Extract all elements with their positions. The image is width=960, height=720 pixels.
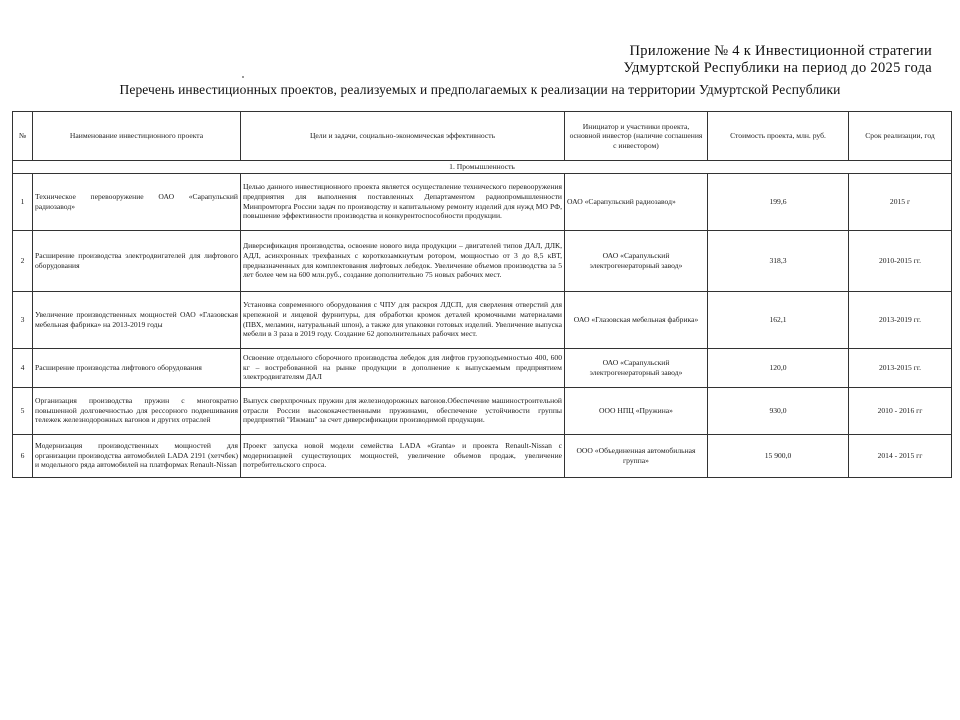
cell-term: 2013-2015 гг. [849,348,952,387]
cell-term: 2014 - 2015 гг [849,434,952,477]
table-row [13,230,952,291]
cell-cost: 15 900,0 [708,434,849,477]
table-header-row [13,112,952,161]
cell-cost: 930,0 [708,387,849,434]
table-row [13,291,952,348]
cell-goals: Установка современного оборудования с ЧПУ для раскроя ЛДСП, для сверления отверстий для крепежной и лицевой фурнитуры, для обработки кромок деталей кромочными материалами (ПВХ, меламин, натуральный шпон), а также для упаковки готовых изделий. Увеличение выпуска мебели в 3 раза в 2019 году. Создание 62 дополнительных рабочих мест. [241,291,565,348]
cell-cost: 318,3 [708,230,849,291]
cell-project-name: Организация производства пружин с многократно повышенной долговечностью для рессорного подвешивания тележек железнодорожных вагонов и других отраслей [33,387,241,434]
cell-term: 2010 - 2016 гг [849,387,952,434]
cell-cost: 120,0 [708,348,849,387]
cell-project-name: Расширение производства лифтового оборудования [33,348,241,387]
cell-cost: 162,1 [708,291,849,348]
cell-no: 6 [13,434,33,477]
cell-no: 3 [13,291,33,348]
cell-initiator: ОАО «Сарапульский электрогенераторный завод» [565,230,708,291]
cell-goals: Проект запуска новой модели семейства LADA «Granta» и проекта Renault-Nissan с модернизацией существующих мощностей, увеличение объемов продаж, увеличение потребительского спроса. [241,434,565,477]
appendix-line-1: Приложение № 4 к Инвестиционной стратегии [629,43,932,59]
cell-term: 2010-2015 гг. [849,230,952,291]
projects-table [12,111,952,478]
appendix-line-2: Удмуртской Республики на период до 2025 года [623,60,932,76]
cell-goals: Освоение отдельного сборочного производства лебедок для лифтов грузоподъемностью 400, 600 кг – востребованной на рынке продукции в дополнение к выпускаемым предприятием электродвигателям ДАЛ [241,348,565,387]
cell-initiator: ОАО «Сарапульский электрогенераторный завод» [565,348,708,387]
column-header-no: № [13,112,33,161]
table-row [13,434,952,477]
document-title: Перечень инвестиционных проектов, реализуемых и предполагаемых к реализации на территории Удмуртской Республики [119,82,841,97]
scan-artifact [242,76,244,78]
table-row [13,173,952,230]
cell-initiator: ООО «Объединенная автомобильная группа» [565,434,708,477]
cell-cost: 199,6 [708,173,849,230]
column-header-cost: Стоимость проекта, млн. руб. [708,112,849,161]
cell-project-name: Модернизация производственных мощностей для организации производства автомобилей LADA 2191 (хетчбек) и модельного ряда автомобилей на платформах Renault-Nissan [33,434,241,477]
appendix-caption [623,43,932,77]
section-row [13,161,952,174]
cell-project-name: Увеличение производственных мощностей ОАО «Глазовская мебельная фабрика» на 2013-2019 годы [33,291,241,348]
section-title: 1. Промышленность [13,161,952,174]
column-header-name: Наименование инвестиционного проекта [33,112,241,161]
column-header-term: Срок реализации, год [849,112,952,161]
cell-goals: Выпуск сверхпрочных пружин для железнодорожных вагонов.Обеспечение машиностроительной отрасли России высококачественными пружинами, обеспечение устойчивости группы предприятий "Ижмаш" за счет диверсификации производимой продукции. [241,387,565,434]
cell-no: 1 [13,173,33,230]
cell-term: 2015 г [849,173,952,230]
cell-term: 2013-2019 гг. [849,291,952,348]
table-row [13,387,952,434]
column-header-initiator: Инициатор и участники проекта, основной инвестор (наличие соглашения с инвестором) [565,112,708,161]
column-header-goals: Цели и задачи, социально-экономическая эффективность [241,112,565,161]
cell-initiator: ОАО «Глазовская мебельная фабрика» [565,291,708,348]
cell-goals: Целью данного инвестиционного проекта является осуществление технического перевооружения предприятия для выполнения поставленных Департаментом радиопромышленности Минпромторга России задач по производству и капитальному ремонту изделий для нужд МО РФ, повышение эффективности производства и конкурентоспособности продукции. [241,173,565,230]
cell-goals: Диверсификация производства, освоение нового вида продукции – двигателей типов ДАЛ, ДЛК, АДЛ, асинхронных трехфазных с короткозамкнутым ротором, мощностью от 3 до 8,5 кВТ, предназначенных для комплектования лифтовых лебедок. Увеличение объемов производства за 5 лет более чем на 600 млн.руб., создание дополнительно 75 новых рабочих мест. [241,230,565,291]
cell-project-name: Расширение производства электродвигателей для лифтового оборудования [33,230,241,291]
table-row [13,348,952,387]
cell-no: 4 [13,348,33,387]
cell-no: 5 [13,387,33,434]
cell-initiator: ОАО «Сарапульский радиозавод» [565,173,708,230]
cell-initiator: ООО НПЦ «Пружина» [565,387,708,434]
cell-project-name: Техническое перевооружение ОАО «Сарапульский радиозавод» [33,173,241,230]
cell-no: 2 [13,230,33,291]
